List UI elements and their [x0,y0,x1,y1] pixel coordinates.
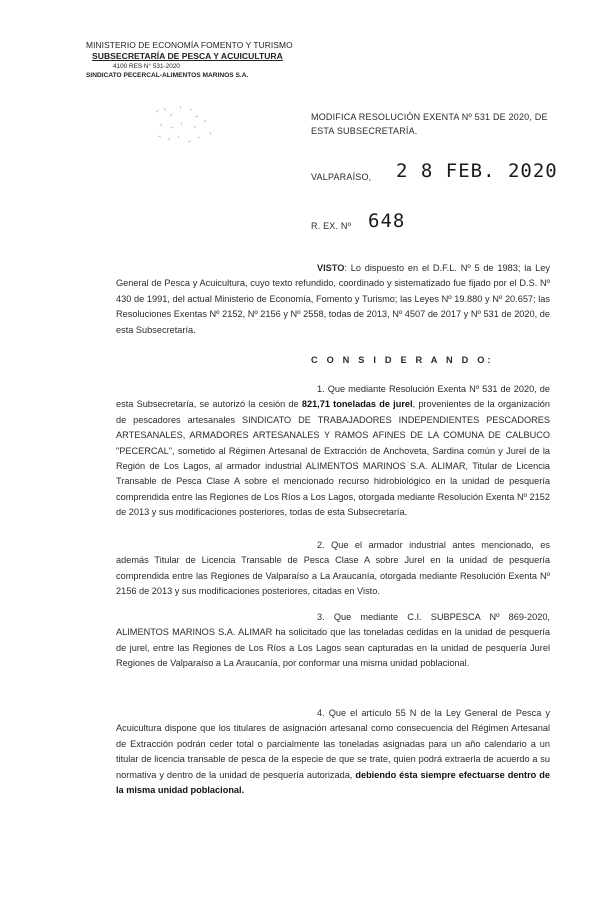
considerando-1-bold: 821,71 toneladas de jurel [301,399,413,410]
considerando-4 [116,706,550,798]
considerando-4-text: 4. Que el artículo 55 N de la Ley General de Pesca y Acuicultura dispone que los titulares de asignación artesanal como consecuencia del Régimen Artesanal de Extracción podrán ceder total o parcialmente las toneladas asignadas para un año calendario a un titular de licencia transable de pesca de la especie de que se trate, quien podrá extraerla de acuerdo a su normativa y dentro de la unidad de pesquería autorizada, [116,708,550,780]
visto-label: VISTO [317,263,345,273]
considerando-1 [116,382,550,521]
considerando-3-text: 3. Que mediante C.I. SUBPESCA Nº 869-2020, ALIMENTOS MARINOS S.A. ALIMAR ha solicitado que las toneladas cedidas en la unidad de pesquería de jurel, entre las Regiones de Los Ríos a Los Lagos sean capturadas en la unidad de pesquería Jurel Regiones de Valparaíso a La Araucanía, por conformar una misma unidad poblacional. [116,612,550,669]
visto-paragraph [116,261,550,338]
considerando-heading: C O N S I D E R A N D O: [311,355,494,365]
union-reference: SINDICATO PECERCAL-ALIMENTOS MARINOS S.A. [86,72,249,79]
resolution-subject: MODIFICA RESOLUCIÓN EXENTA Nº 531 DE 2020, DE ESTA SUBSECRETARÍA. [311,112,548,136]
considerando-2 [116,538,550,600]
visto-text: : Lo dispuesto en el D.F.L. Nº 5 de 1983; la Ley General de Pesca y Acuicultura, cuyo texto refundido, coordinado y sistematizado fue fijado por el D.S. Nº 430 de 1991, del actual Ministerio de Economía, Fomento y Turismo; las Leyes Nº 19.880 y Nº 20.657; las Resoluciones Exentas Nº 2152, Nº 2156 y Nº 2558, todas de 2013, Nº 4507 de 2017 y Nº 531 de 2020, de esta Subsecretaría. [116,263,550,335]
resolution-number-label: R. EX. Nº [311,221,352,231]
resolution-number: 648 [368,210,406,232]
letterhead [86,40,293,80]
considerando-1-text-b: , provenientes de la organización de pescadores artesanales SINDICATO DE TRABAJADORES INDEPENDIENTES PESCADORES ARTESANALES, ARMADORES ARTESANALES Y RAMOS AFINES DE LA COMUNA DE CALBUCO "PECERCAL", sometido al Régimen Artesanal de Extracción de Anchoveta, Sardina común y Jurel de la Región de Los Lagos, al armador industrial ALIMENTOS MARINOS S.A. ALIMAR, Titular de Licencia Transable de Pesca Clase A sobre el mencionado recurso hidrobiológico en la unidad de pesquería comprendida entre las Regiones de Los Ríos a Los Lagos, otorgada mediante Resolución Exenta Nº 2152 de 2013 y sus modificaciones posteriores, todas de esta Subsecretaría. [116,399,550,518]
ministry-name: MINISTERIO DE ECONOMÍA FOMENTO Y TURISMO [86,40,293,50]
considerando-4-bold: debiendo ésta siempre efectuarse dentro de la misma unidad poblacional. [116,769,550,796]
considerando-3 [116,610,550,672]
considerando-2-text: 2. Que el armador industrial antes mencionado, es además Titular de Licencia Transable de Pesca Clase A sobre Jurel en la unidad de pesquería comprendida entre las Regiones de Valparaíso a La Araucanía, otorgada mediante Resolución Exenta Nº 2156 de 2013 y sus modificaciones posteriores, citadas en Visto. [116,540,550,597]
place-label: VALPARAÍSO, [311,172,372,182]
faded-stamp [150,102,220,148]
considerando-1-text-a: 1. Que mediante Resolución Exenta Nº 531 de 2020, de esta Subsecretaría, se autorizó la cesión de [116,384,550,410]
issue-date: 2 8 FEB. 2020 [396,160,558,182]
reference-code: 4100 RES N° 531-2020 [113,63,180,70]
subsecretaria-name: SUBSECRETARÍA DE PESCA Y ACUICULTURA [92,51,283,61]
